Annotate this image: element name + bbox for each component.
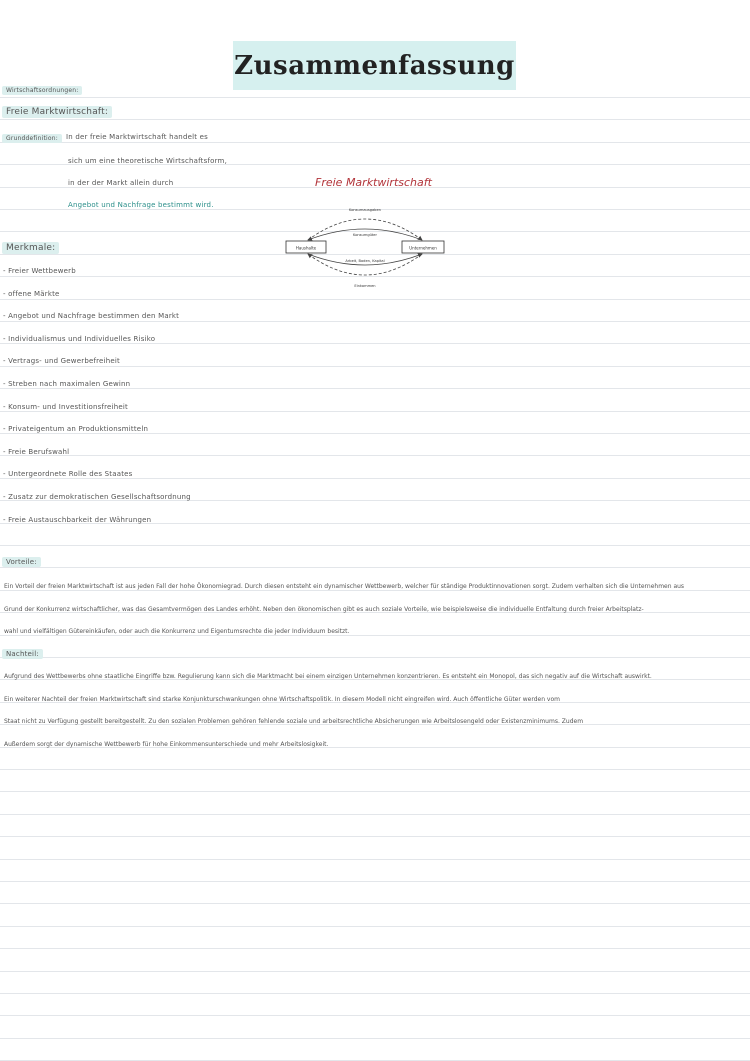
ruled-line [0, 321, 750, 322]
section-subtitle: Freie Marktwirtschaft: [2, 106, 112, 118]
advantages-paragraph [4, 576, 746, 644]
feature-item: - Freie Austauschbarkeit der Währungen [3, 515, 152, 524]
topic-label: Wirtschaftsordnungen: [2, 86, 82, 95]
ruled-line [0, 903, 750, 904]
ruled-line [0, 343, 750, 344]
ruled-line [0, 567, 750, 568]
ruled-line [0, 411, 750, 412]
ruled-line [0, 881, 750, 882]
definition-line: Angebot und Nachfrage bestimmt wird. [68, 201, 214, 209]
advantages-label: Vorteile: [2, 557, 41, 567]
ruled-line [0, 388, 750, 389]
ruled-line [0, 657, 750, 658]
definition-line: in der der Markt allein durch [68, 179, 174, 187]
ruled-line [0, 119, 750, 120]
disadvantages-label: Nachteil: [2, 649, 43, 659]
feature-item: - Angebot und Nachfrage bestimmen den Markt [3, 312, 180, 321]
consumer-goods-label: Konsumgüter [353, 233, 377, 237]
ruled-line [0, 948, 750, 949]
ruled-line [0, 97, 750, 98]
disadvantages-line: Ein weiterer Nachteil der freien Marktwirtschaft sind starke Konjunkturschwankungen ohne Wirtschaftspolitik. In diesem Modell nicht eingreifen wird. Auch öffentliche Güter werden vom [4, 695, 560, 703]
ruled-line [0, 366, 750, 367]
consumer-spending-label: Konsumausgaben [349, 208, 381, 212]
feature-item: - Untergeordnete Rolle des Staates [3, 470, 133, 479]
feature-item: - offene Märkte [3, 289, 60, 298]
ruled-line [0, 545, 750, 546]
ruled-line [0, 1038, 750, 1039]
feature-item: - Vertrags- und Gewerbefreiheit [3, 357, 120, 366]
feature-item: - Zusatz zur demokratischen Gesellschaftsordnung [3, 493, 191, 501]
ruled-line [0, 142, 750, 143]
outer-bottom-arrow [308, 254, 422, 275]
ruled-line [0, 926, 750, 927]
ruled-line [0, 791, 750, 792]
ruled-line [0, 993, 750, 994]
income-label: Einkommen [354, 284, 376, 288]
ruled-line [0, 1015, 750, 1016]
definition-line: sich um eine theoretische Wirtschaftsform, [68, 157, 227, 165]
ruled-line [0, 971, 750, 972]
feature-item: - Freier Wettbewerb [3, 267, 76, 275]
feature-item: - Freie Berufswahl [3, 447, 70, 456]
ruled-line [0, 769, 750, 770]
feature-item: - Individualismus und Individuelles Risiko [3, 334, 156, 343]
feature-item: - Streben nach maximalen Gewinn [3, 380, 131, 388]
economic-cycle-diagram [280, 200, 450, 295]
factors-label: Arbeit, Boden, Kapital [345, 259, 385, 263]
definition-line: In der freie Marktwirtschaft handelt es [66, 133, 208, 141]
definition-label: Grunddefinition: [2, 134, 62, 143]
diagram-title: Freie Marktwirtschaft [315, 176, 432, 189]
feature-item: - Konsum- und Investitionsfreiheit [3, 402, 128, 411]
disadvantages-paragraph [4, 666, 746, 756]
feature-item: - Privateigentum an Produktionsmitteln [3, 425, 149, 434]
features-label: Merkmale: [2, 242, 59, 254]
disadvantages-line: Außerdem sorgt der dynamische Wettbewerb für hohe Einkommensunterschiede und mehr Arbeitslosigkeit. [4, 740, 329, 748]
households-label: Haushalte [295, 245, 317, 251]
ruled-line [0, 455, 750, 456]
ruled-line [0, 299, 750, 300]
disadvantages-line: Staat nicht zu Verfügung gestellt bereitgestellt. Zu den sozialen Problemen gehören fehlende soziale und arbeitsrechtliche Absicherungen wie Arbeitslosengeld oder Existenzminimums. Zudem [4, 718, 584, 726]
ruled-line [0, 859, 750, 860]
companies-label: Unternehmen [409, 245, 437, 251]
ruled-line [0, 814, 750, 815]
advantages-line: wahl und vielfältigen Gütereinkäufen, oder auch die Konkurrenz und Eigentumsrechte die jeder Individuum besitzt. [4, 628, 350, 636]
ruled-line [0, 836, 750, 837]
page-title: Zusammenfassung [233, 41, 516, 90]
advantages-line: Grund der Konkurrenz wirtschaftlicher, was das Gesamtvermögen des Landes erhöht. Neben den ökonomischen gibt es auch soziale Vorteile, wie beispielsweise die individuelle Entfaltung durch freier Arbeitsplatz- [4, 605, 644, 613]
advantages-line: Ein Vorteil der freien Marktwirtschaft ist aus jeden Fall der hohe Ökonomiegrad. Durch diesen entsteht ein dynamischer Wettbewerb, welcher für ständige Produktinnovationen sorgt. Zudem verhalten sich die Unternehmen aus [4, 583, 685, 590]
disadvantages-line: Aufgrund des Wettbewerbs ohne staatliche Eingriffe bzw. Regulierung kann sich die Marktmacht bei einem einzigen Unternehmen konzentrieren. Es entsteht ein Monopol, das sich negativ auf die Wirtschaft auswirkt. [4, 673, 652, 680]
